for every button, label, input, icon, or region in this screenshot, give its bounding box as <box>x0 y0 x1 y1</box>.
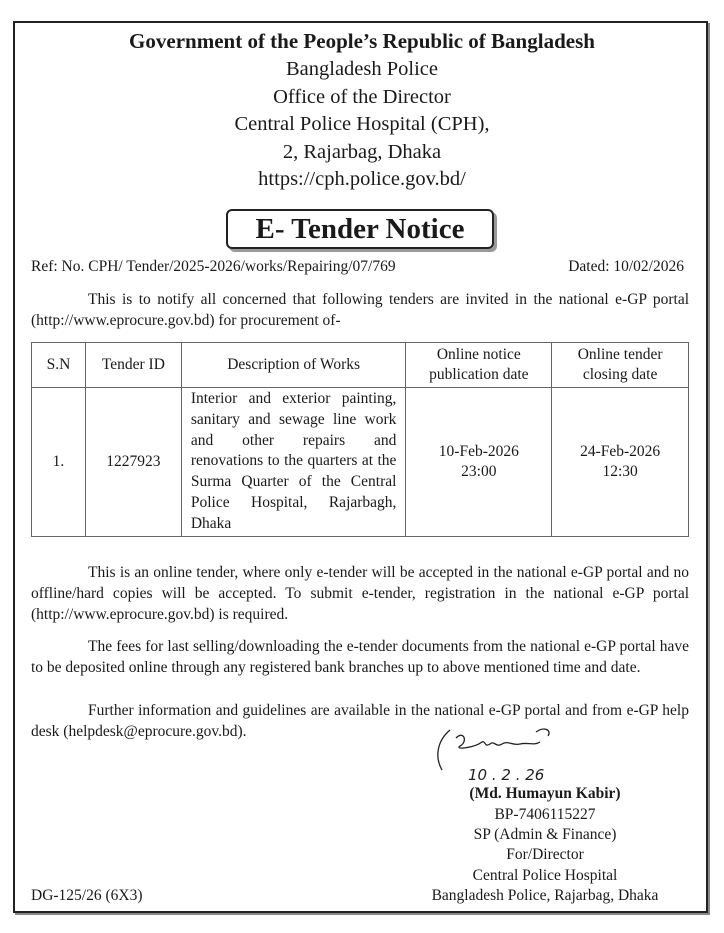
signature-date: 10 . 2 . 26 <box>468 766 545 784</box>
fees-paragraph: The fees for last selling/downloading the e-tender documents from the national e-GP portal have to be deposited online through any registered bank branches up to above mentioned time and date. <box>31 638 689 676</box>
closing-date: 24-Feb-2026 <box>580 442 661 460</box>
footer-reference: DG-125/26 (6X3) <box>31 887 143 904</box>
table-header-row <box>32 343 689 388</box>
tender-table <box>31 342 689 537</box>
notice-date: Dated: 10/02/2026 <box>568 258 684 275</box>
header-sn: S.N <box>32 343 86 388</box>
header-line-hospital: Central Police Hospital (CPH), <box>234 113 490 135</box>
signatory-designation: SP (Admin & Finance) <box>473 826 617 843</box>
cell-sn: 1. <box>32 388 86 537</box>
cell-publication <box>406 388 552 537</box>
cell-closing <box>552 388 689 537</box>
further-info-paragraph: Further information and guidelines are available in the national e-GP portal and from e-GP help desk (helpdesk@eprocure.gov.bd). <box>31 702 689 740</box>
online-tender-paragraph: This is an online tender, where only e-tender will be accepted in the national e-GP portal and no offline/hard copies will be accepted. To submit e-tender, registration in the national e-GP portal (http://www.eprocure.gov.bd) is required. <box>31 564 689 623</box>
header-line-website: https://cph.police.gov.bd/ <box>258 168 466 190</box>
header-line-address: 2, Rajarbag, Dhaka <box>282 140 442 163</box>
government-heading: Government of the People’s Republic of Bangladesh <box>129 29 595 53</box>
signatory-bp: BP-7406115227 <box>494 806 596 823</box>
header-closing-date: Online tender closing date <box>552 343 689 388</box>
signatory-for: For/Director <box>506 846 584 863</box>
signatory-address: Bangladesh Police, Rajarbag, Dhaka <box>431 887 659 904</box>
header-line-police: Bangladesh Police <box>285 58 438 80</box>
header-publication-date: Online notice publication date <box>406 343 552 388</box>
intro-paragraph: This is to notify all concerned that following tenders are invited in the national e-GP portal (http://www.eprocure.gov.bd) for procurement of- <box>31 291 689 329</box>
header-line-office: Office of the Director <box>273 85 451 108</box>
notice-title: E- Tender Notice <box>226 209 494 249</box>
signatory-org: Central Police Hospital <box>472 867 618 884</box>
cell-tender-id: 1227923 <box>85 388 181 537</box>
header-tender-id: Tender ID <box>85 343 181 388</box>
publication-time: 23:00 <box>461 462 497 480</box>
closing-time: 12:30 <box>602 462 638 480</box>
cell-description: Interior and exterior painting, sanitary and sewage line work and other repairs and renovations to the quarters at the Surma Quarter of the Central Police Hospital, Rajarbagh, Dhaka <box>181 388 406 537</box>
header-description: Description of Works <box>181 343 406 388</box>
signatory-name: (Md. Humayun Kabir) <box>469 785 621 802</box>
publication-date: 10-Feb-2026 <box>438 442 519 460</box>
reference-number: Ref: No. CPH/ Tender/2025-2026/works/Repairing/07/769 <box>31 258 396 275</box>
signature-image <box>428 722 568 786</box>
table-row <box>32 388 689 537</box>
